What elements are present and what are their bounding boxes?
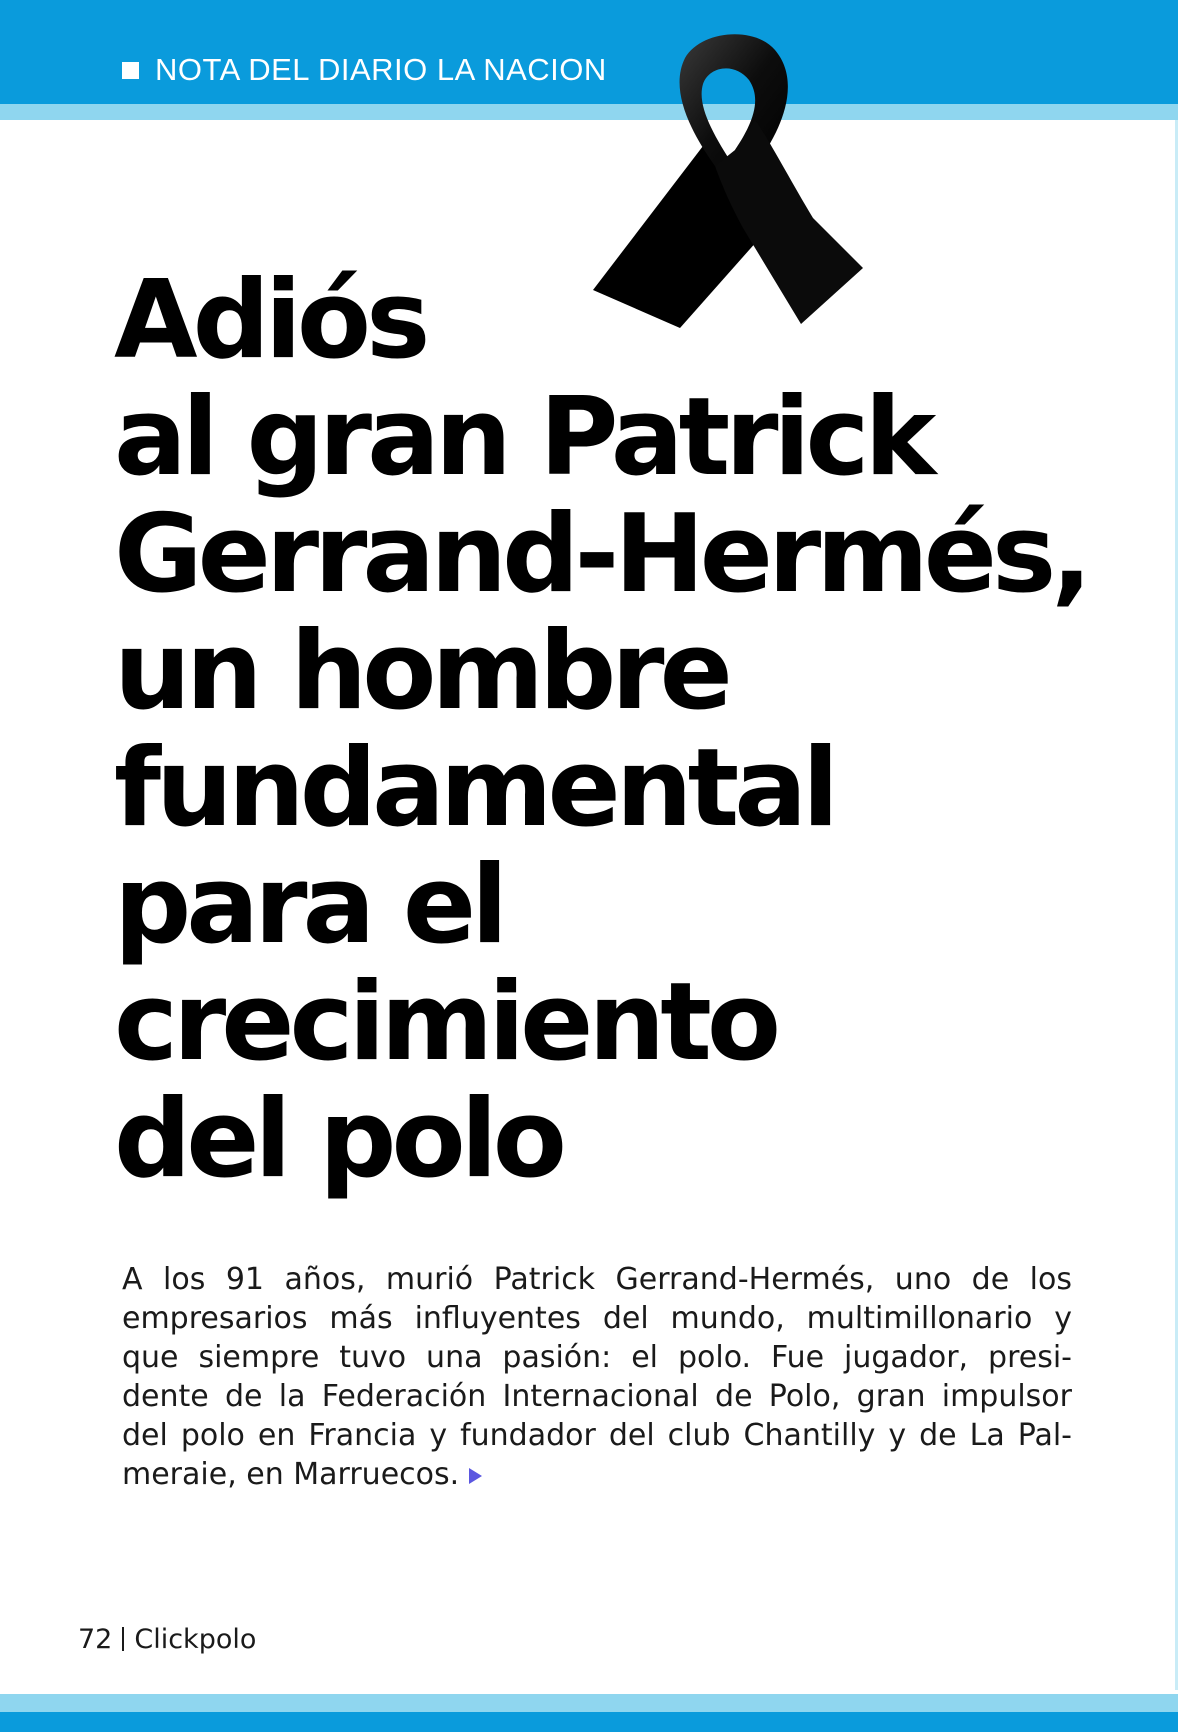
headline-line: para el [114,843,504,968]
page-footer [78,1624,256,1655]
article-lead [122,1260,1072,1494]
end-of-article-triangle-icon [469,1468,482,1484]
lead-line: del polo en Francia y fundador del club Chantilly y de La Pal- [122,1418,1072,1453]
lead-line: meraie, en Marruecos. [122,1457,460,1492]
headline-line: del polo [114,1077,562,1202]
section-kicker [122,50,607,90]
headline-line: al gran Patrick [114,375,932,500]
kicker-label: NOTA DEL DIARIO LA NACION [155,52,607,87]
headline-line: Adiós [114,258,426,383]
lead-line: que siempre tuvo una pasión: el polo. Fue jugador, presi- [122,1340,1072,1375]
lead-line: A los 91 años, murió Patrick Gerrand-Hermés, uno de los [122,1262,1072,1297]
lead-line: empresarios más influyentes del mundo, multimillonario y [122,1301,1072,1336]
headline [114,258,1154,1202]
footer-divider [122,1627,124,1651]
lead-line-last [122,1455,1072,1494]
headline-line: crecimiento [114,960,777,1085]
bullet-square-icon [122,62,139,79]
footer-stripe [0,1694,1178,1712]
page-number: 72 [78,1624,113,1655]
magazine-name: Clickpolo [134,1624,257,1655]
headline-line: fundamental [114,726,835,851]
headline-line: un hombre [114,609,728,734]
lead-line: dente de la Federación Internacional de Polo, gran impulsor [122,1379,1072,1414]
footer-band [0,1712,1178,1732]
headline-line: Gerrand-Hermés, [114,492,1088,617]
